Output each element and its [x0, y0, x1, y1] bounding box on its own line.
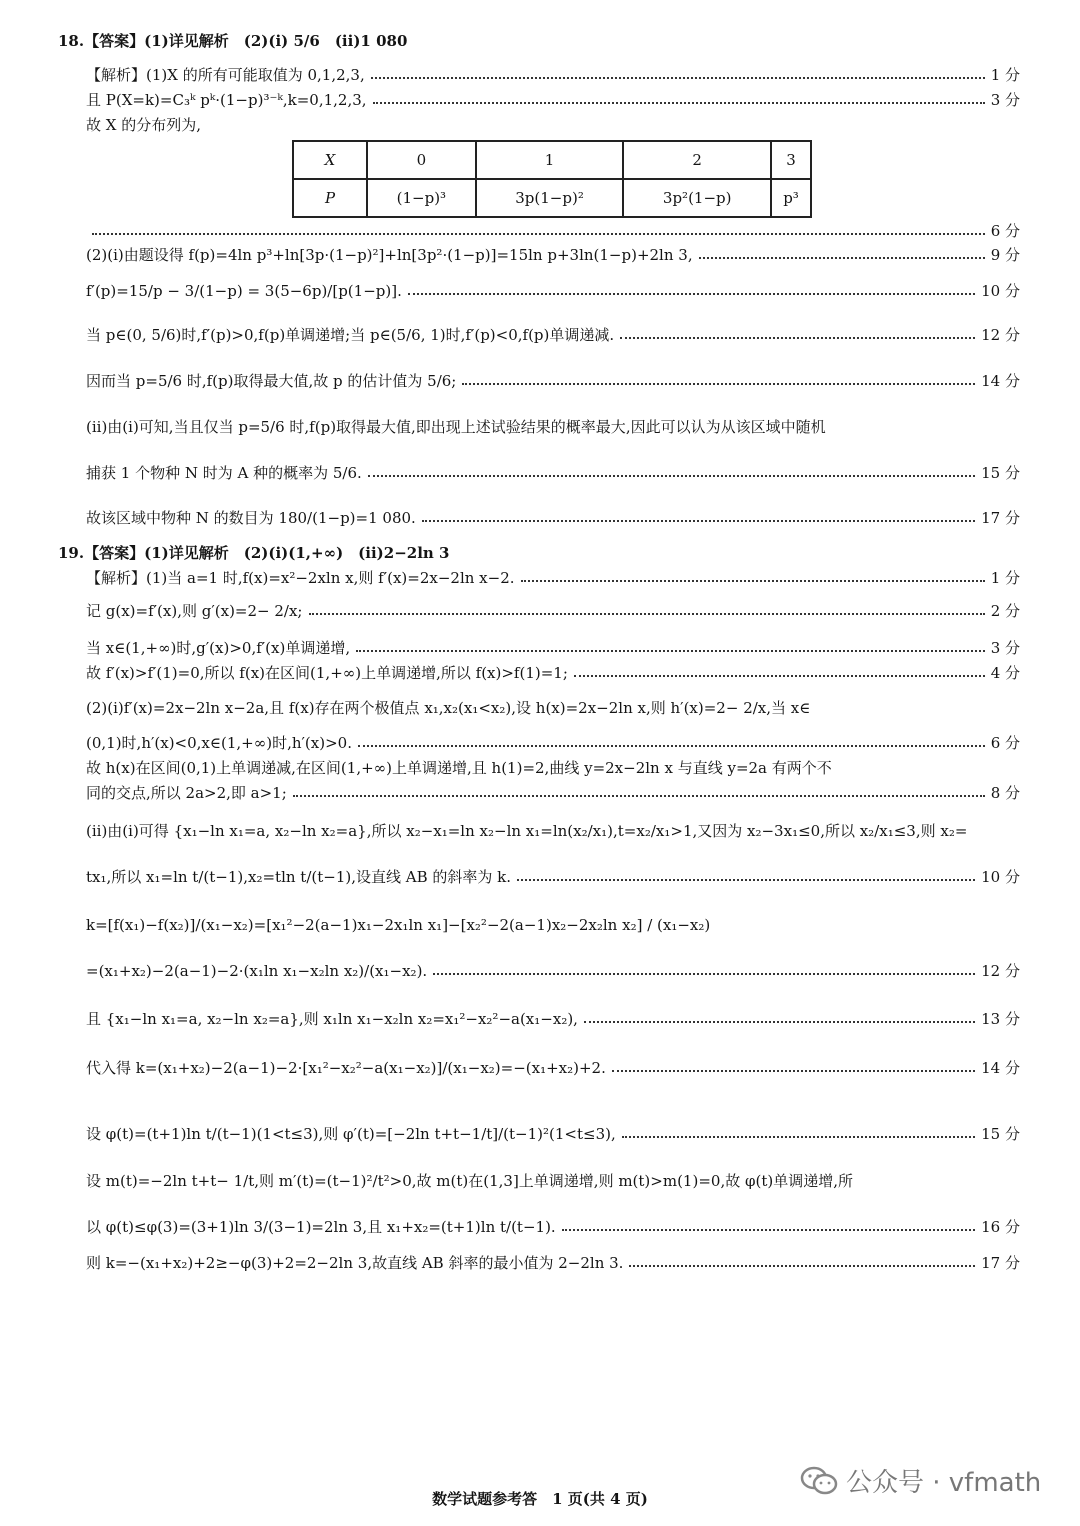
solution-line: f′(p)=15/p − 3/(1−p) = 3(5−6p)/[p(1−p)]. 10 分: [86, 278, 1020, 304]
solution-line: 且 P(X=k)=C₃ᵏ pᵏ·(1−p)³⁻ᵏ,k=0,1,2,3, 3 分: [86, 91, 1020, 109]
q18-answer-header: 18.【答案】(1)详见解析 (2)(i) 5/6 (ii)1 080: [58, 32, 408, 50]
q19-answer-header: 19.【答案】(1)详见解析 (2)(i)(1,+∞) (ii)2−2ln 3: [58, 544, 450, 562]
table-cell: 1: [476, 141, 624, 179]
solution-line: [86, 220, 1020, 242]
solution-line: 故该区域中物种 N 的数目为 180/(1−p)=1 080. 17 分: [86, 505, 1020, 531]
table-row: [293, 179, 811, 217]
score-mark: 3 分: [990, 91, 1020, 109]
solution-line: 故 X 的分布列为,: [86, 116, 201, 134]
score-mark: 8 分: [990, 784, 1020, 802]
table-cell: 3p²(1−p): [623, 179, 771, 217]
table-cell: 3p(1−p)²: [476, 179, 624, 217]
watermark-text: 公众号 · vfmath: [846, 1468, 1042, 1498]
table-cell: (1−p)³: [367, 179, 476, 217]
solution-line: =(x₁+x₂)−2(a−1)−2·(x₁ln x₁−x₂ln x₂)/(x₁−x₂). 12 分: [86, 958, 1020, 984]
solution-line: 代入得 k=(x₁+x₂)−2(a−1)−2·[x₁²−x₂²−a(x₁−x₂)]/(x₁−x₂)=−(x₁+x₂)+2. 14 分: [86, 1055, 1020, 1081]
score-mark: 17 分: [981, 509, 1020, 527]
score-mark: 3 分: [990, 639, 1020, 657]
solution-line: 设 φ(t)=(t+1)ln t/(t−1)(1<t≤3),则 φ′(t)=[−2ln t+t−1/t]/(t−1)²(1<t≤3), 15 分: [86, 1121, 1020, 1147]
solution-line: (ii)由(i)可知,当且仅当 p=5/6 时,f(p)取得最大值,即出现上述试验结果的概率最大,因此可以认为从该区域中随机: [86, 418, 826, 436]
table-row: [293, 141, 811, 179]
solution-line: 【解析】(1)X 的所有可能取值为 0,1,2,3, 1 分: [86, 66, 1020, 84]
table-cell: 2: [623, 141, 771, 179]
score-mark: 1 分: [990, 569, 1020, 587]
solution-line: (ii)由(i)可得 {x₁−ln x₁=a, x₂−ln x₂=a},所以 x₂−x₁=ln x₂−ln x₁=ln(x₂/x₁),t=x₂/x₁>1,又因为 x₂−3x₁≤0,所以 x₂/x₁≤3,则 x₂=: [86, 822, 968, 840]
distribution-table: [292, 140, 812, 218]
solution-line: 当 p∈(0, 5/6)时,f′(p)>0,f(p)单调递增;当 p∈(5/6, 1)时,f′(p)<0,f(p)单调递减. 12 分: [86, 322, 1020, 348]
score-mark: 2 分: [990, 602, 1020, 620]
page-footer: 数学试题参考答 1 页(共 4 页): [432, 1490, 648, 1508]
solution-line: 【解析】(1)当 a=1 时,f(x)=x²−2xln x,则 f′(x)=2x−2ln x−2. 1 分: [86, 569, 1020, 587]
solution-line: 以 φ(t)≤φ(3)=(3+1)ln 3/(3−1)=2ln 3,且 x₁+x₂=(t+1)ln t/(t−1). 16 分: [86, 1214, 1020, 1240]
score-mark: 12 分: [981, 326, 1020, 344]
table-cell: X: [293, 141, 367, 179]
solution-line: 捕获 1 个物种 N 时为 A 种的概率为 5/6. 15 分: [86, 460, 1020, 486]
score-mark: 6 分: [990, 734, 1020, 752]
table-cell: 3: [771, 141, 811, 179]
solution-line: 当 x∈(1,+∞)时,g′(x)>0,f′(x)单调递增, 3 分: [86, 639, 1020, 657]
solution-line: 且 {x₁−ln x₁=a, x₂−ln x₂=a},则 x₁ln x₁−x₂ln x₂=x₁²−x₂²−a(x₁−x₂), 13 分: [86, 1006, 1020, 1032]
score-mark: 13 分: [981, 1010, 1020, 1028]
score-mark: 1 分: [990, 66, 1020, 84]
score-mark: 10 分: [981, 868, 1020, 886]
solution-line: tx₁,所以 x₁=ln t/(t−1),x₂=tln t/(t−1),设直线 AB 的斜率为 k. 10 分: [86, 864, 1020, 890]
score-mark: 17 分: [981, 1254, 1020, 1272]
table-cell: p³: [771, 179, 811, 217]
table-cell: 0: [367, 141, 476, 179]
score-mark: 9 分: [990, 246, 1020, 264]
score-mark: 10 分: [981, 282, 1020, 300]
score-mark: 14 分: [981, 1059, 1020, 1077]
solution-line: 因而当 p=5/6 时,f(p)取得最大值,故 p 的估计值为 5/6; 14 分: [86, 368, 1020, 394]
solution-line: (2)(i)f′(x)=2x−2ln x−2a,且 f(x)存在两个极值点 x₁,x₂(x₁<x₂),设 h(x)=2x−2ln x,则 h′(x)=2− 2/x,当 x∈: [86, 699, 811, 717]
solution-line: (0,1)时,h′(x)<0,x∈(1,+∞)时,h′(x)>0. 6 分: [86, 734, 1020, 752]
score-mark: 15 分: [981, 464, 1020, 482]
solution-line: 同的交点,所以 2a>2,即 a>1; 8 分: [86, 784, 1020, 802]
score-mark: 12 分: [981, 962, 1020, 980]
score-mark: 6 分: [990, 222, 1020, 240]
solution-line: 设 m(t)=−2ln t+t− 1/t,则 m′(t)=(t−1)²/t²>0,故 m(t)在(1,3]上单调递增,则 m(t)>m(1)=0,故 φ(t)单调递增,所: [86, 1172, 853, 1190]
solution-line: 故 h(x)在区间(0,1)上单调递减,在区间(1,+∞)上单调递增,且 h(1)=2,曲线 y=2x−2ln x 与直线 y=2a 有两个不: [86, 759, 832, 777]
solution-line: 则 k=−(x₁+x₂)+2≥−φ(3)+2=2−2ln 3,故直线 AB 斜率的最小值为 2−2ln 3. 17 分: [86, 1250, 1020, 1276]
table-cell: P: [293, 179, 367, 217]
solution-line: k=[f(x₁)−f(x₂)]/(x₁−x₂)=[x₁²−2(a−1)x₁−2x₁ln x₁]−[x₂²−2(a−1)x₂−2x₂ln x₂] / (x₁−x₂): [86, 916, 711, 934]
score-mark: 16 分: [981, 1218, 1020, 1236]
score-mark: 4 分: [990, 664, 1020, 682]
score-mark: 15 分: [981, 1125, 1020, 1143]
score-mark: 14 分: [981, 372, 1020, 390]
solution-line: 故 f′(x)>f′(1)=0,所以 f(x)在区间(1,+∞)上单调递增,所以 f(x)>f(1)=1; 4 分: [86, 664, 1020, 682]
solution-line: 记 g(x)=f′(x),则 g′(x)=2− 2/x; 2 分: [86, 598, 1020, 624]
solution-line: (2)(i)由题设得 f(p)=4ln p³+ln[3p·(1−p)²]+ln[3p²·(1−p)]=15ln p+3ln(1−p)+2ln 3, 9 分: [86, 246, 1020, 264]
